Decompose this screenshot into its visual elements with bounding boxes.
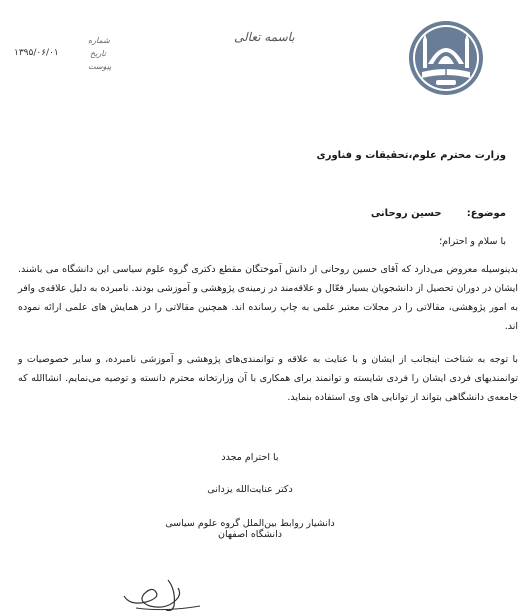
- signatory-title: دانشیار روابط بین‌الملل گروه علوم سیاسی دانشگاه اصفهان: [165, 518, 335, 540]
- greeting: با سلام و احترام؛: [439, 236, 506, 247]
- addressee: وزارت محترم علوم،تحقیقات و فناوری: [316, 150, 506, 161]
- meta-label-attachment: پیوست: [88, 62, 112, 71]
- body-paragraph-2: با توجه به شناخت اینجانب از ایشان و با عنایت به علاقه و توانمندی‌های پژوهشی و آموزشی نامبرده، و سایر خصوصیات و توانمندیهای فردی ایشان را فردی شایسته و توانمند برای همکاری با آن وزارتخانه محترم دانسته و توصیه می‌نمایم. انشاالله که جامعه‌ی دانشگاهی بتواند از توانایی های وی استفاده بنماید.: [18, 354, 518, 403]
- body-paragraph-1: بدینوسیله معروض می‌دارد که آقای حسین روحانی از دانش آموختگان مقطع دکتری گروه علوم سیاسی این دانشگاه می باشند. ایشان در دوران تحصیل از دانشجویان بسیار فعّال و علاقه‌مند در زمینه‌ی پژوهشی و آموزشی بودند. نامبرده به دلیل علاقه‌ی وافر به امور پژوهشی، مقالاتی را در مجلات معتبر علمی به چاپ رسانده اند. همچنین مقالاتی را در همایش های علمی ارائه نموده اند.: [18, 264, 518, 332]
- subject-label: موضوع:: [466, 208, 506, 219]
- signature-icon: [116, 566, 206, 614]
- subject-line: [371, 208, 506, 219]
- subject-value: حسین روحانی: [370, 208, 442, 219]
- meta-label-date: تاریخ: [90, 49, 106, 58]
- university-emblem-icon: [406, 18, 486, 98]
- header-invocation: باسمه تعالی: [234, 30, 295, 44]
- letter-date: ۱۳۹۵/۰۶/۰۱: [14, 48, 59, 58]
- meta-label-number: شماره: [88, 36, 110, 45]
- meta-labels: [88, 34, 112, 73]
- closing-phrase: با احترام مجدد: [221, 452, 279, 463]
- signatory-name: دکتر عنایت‌الله یزدانی: [207, 484, 293, 495]
